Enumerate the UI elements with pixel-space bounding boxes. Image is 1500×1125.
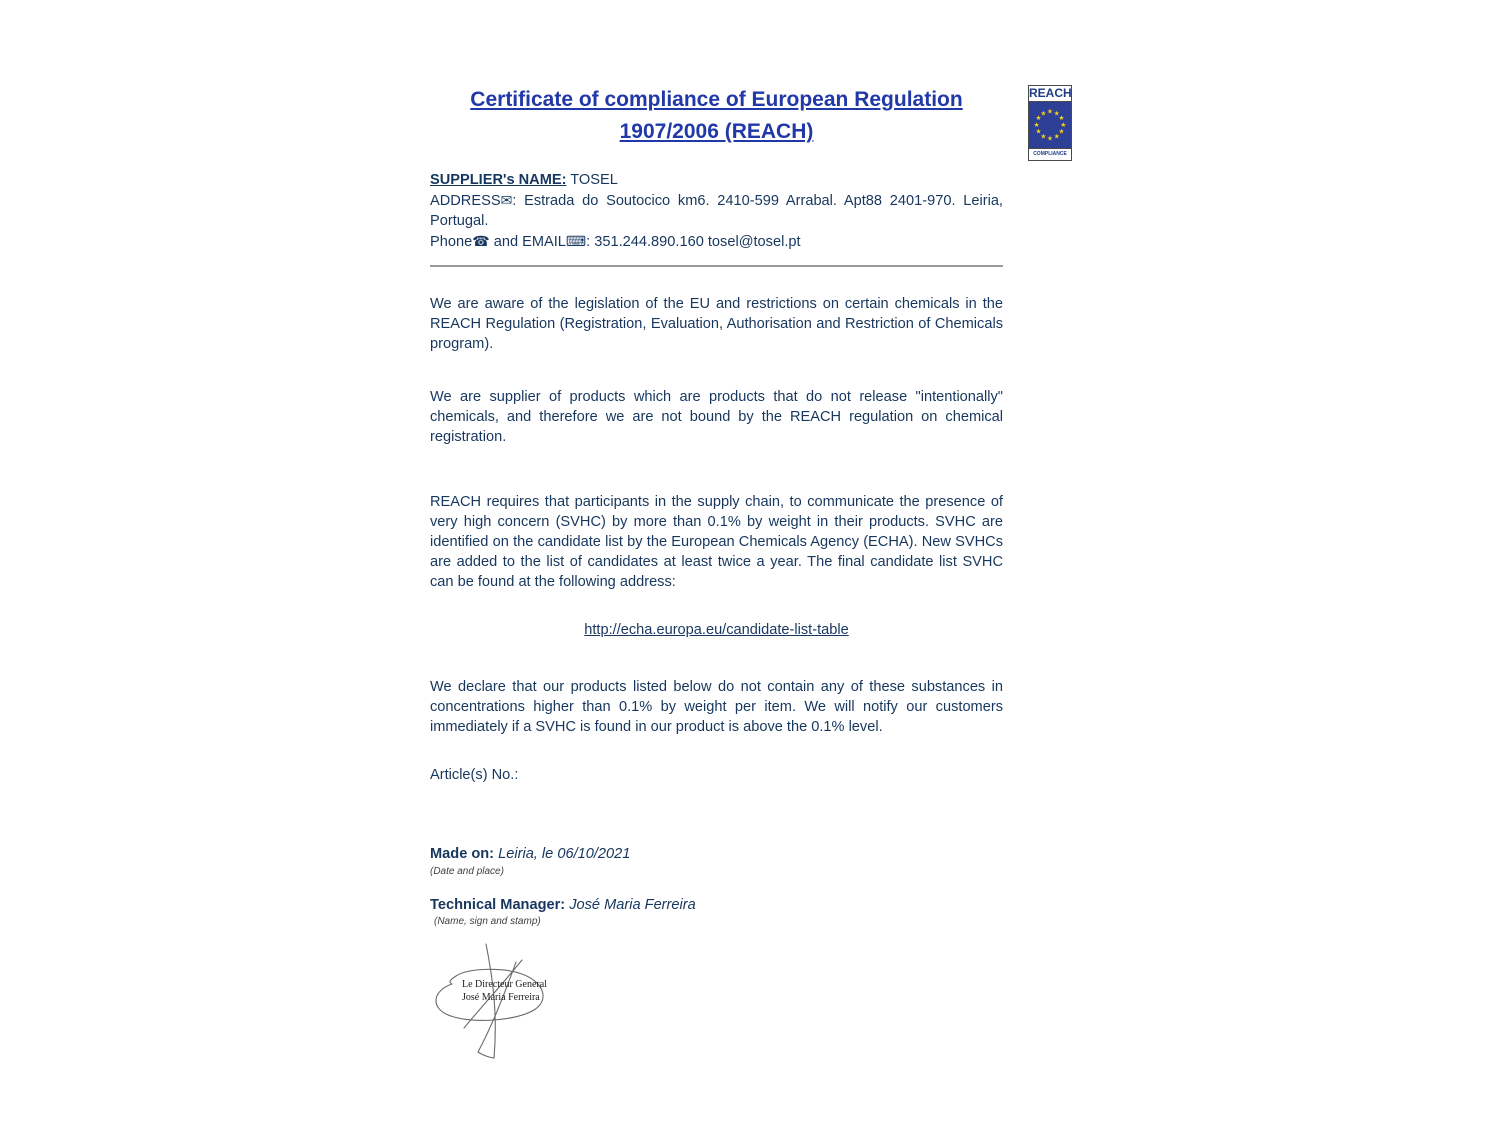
svg-text:★: ★ [1035, 114, 1042, 123]
paragraph-svhc-requirements: REACH requires that participants in the supply chain, to communicate the presence of very high concern (SVHC) by more than 0.1% by weight in their products. SVHC are identified on the candidate list by the European Chemicals Agency (ECHA). New SVHCs are added to the list of candidates at least twice a year. The final candidate list SVHC can be found at the following address: [430, 494, 1003, 590]
envelope-icon: ✉ [500, 192, 513, 208]
stamp-line-2: José Maria Ferreira [462, 992, 540, 1003]
phone-icon: ☎ [472, 233, 490, 249]
document-title [430, 84, 1003, 148]
date-place-note: (Date and place) [430, 866, 504, 877]
svg-text:★: ★ [1047, 134, 1053, 143]
title-line-2: 1907/2006 (REACH) [619, 120, 814, 143]
svg-text:★: ★ [1058, 114, 1065, 123]
compliance-logo-text: COMPLIANCE [1029, 148, 1071, 160]
svg-text:★: ★ [1053, 109, 1060, 118]
made-on-label: Made on: [430, 846, 495, 862]
horizontal-divider [430, 265, 1003, 267]
article-number-label: Article(s) No.: [430, 767, 519, 783]
computer-icon: ⌨ [565, 233, 587, 249]
made-on-line [430, 844, 1003, 864]
name-sign-stamp-note: (Name, sign and stamp) [434, 916, 541, 927]
svg-text:★: ★ [1058, 127, 1065, 136]
paragraph-reach-awareness: We are aware of the legislation of the EU and restrictions on certain chemicals in the REACH Regulation (Registration, Evaluation, Authorisation and Restriction of Chemicals program). [430, 296, 1003, 352]
eu-flag-icon [1029, 102, 1071, 148]
reach-logo-text: REACH [1029, 86, 1072, 100]
technical-manager-value: José Maria Ferreira [565, 897, 696, 913]
stamp-line-1: Le Directeur General [462, 979, 547, 990]
title-line-1: Certificate of compliance of European Regulation [470, 88, 963, 111]
svg-text:★: ★ [1035, 127, 1042, 136]
supplier-name-value: TOSEL [566, 172, 618, 188]
paragraph-supplier-statement: We are supplier of products which are products that do not release "intentionally" chemicals, and therefore we are not bound by the REACH regulation on chemical registration. [430, 389, 1003, 445]
technical-manager-line [430, 895, 1003, 915]
candidate-list-link[interactable]: http://echa.europa.eu/candidate-list-table [584, 622, 849, 638]
supplier-block [430, 170, 1003, 252]
candidate-list-link-wrap [430, 621, 1003, 639]
svg-text:★: ★ [1040, 132, 1047, 141]
contact-value: : 351.244.890.160 tosel@tosel.pt [586, 234, 801, 250]
reach-compliance-logo [1028, 85, 1072, 161]
email-label: and EMAIL [489, 234, 566, 250]
supplier-name-label: SUPPLIER's NAME: [430, 172, 567, 188]
address-value: : Estrada do Soutocico km6. 2410-599 Arrabal. Apt88 2401-970. Leiria, Portugal. [430, 193, 1003, 229]
paragraph-declaration: We declare that our products listed below do not contain any of these substances in concentrations higher than 0.1% by weight per item. We will notify our customers immediately if a SVHC is found in our product is above the 0.1% level. [430, 679, 1003, 735]
address-label: ADDRESS [430, 193, 501, 209]
svg-text:★: ★ [1053, 132, 1060, 141]
svg-text:★: ★ [1040, 109, 1047, 118]
svg-text:★: ★ [1060, 120, 1067, 129]
made-on-value: Leiria, le 06/10/2021 [494, 846, 631, 862]
technical-manager-label: Technical Manager: [430, 897, 566, 913]
svg-text:★: ★ [1033, 120, 1040, 129]
svg-text:★: ★ [1047, 107, 1053, 116]
phone-label: Phone [430, 234, 473, 250]
stamp-text [462, 978, 572, 1004]
